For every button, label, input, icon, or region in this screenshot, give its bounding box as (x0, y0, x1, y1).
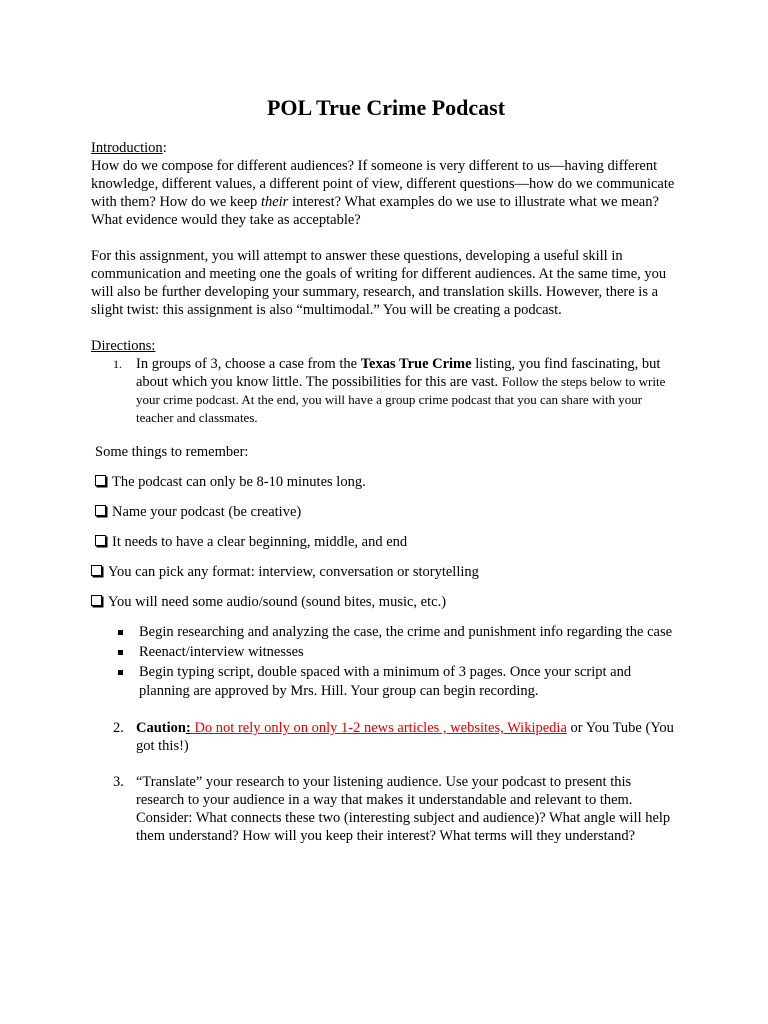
direction-item-1 (91, 355, 681, 427)
list-item (91, 643, 681, 662)
list-item (91, 623, 681, 642)
list-item (91, 663, 681, 701)
document-page (91, 94, 681, 863)
direction-item-2-text: or You Tube (You got this!) (136, 720, 674, 754)
bullet-list (91, 623, 681, 701)
square-bullet-icon (118, 630, 123, 635)
list-item-text: Reenact/interview witnesses (139, 644, 304, 660)
introduction-label: Introduction (91, 140, 163, 156)
direction-item-3-number: 3. (113, 774, 124, 790)
checklist-item-label: Name your podcast (be creative) (112, 504, 302, 520)
remember-title: Some things to remember: (95, 444, 249, 460)
checkbox-icon (91, 565, 102, 576)
checklist-item (95, 533, 681, 551)
direction-item-1-small: Follow the steps below to write your crime podcast. At the end, you will have a group crime podcast that you can share with your teacher and classmates. (136, 374, 666, 425)
intro-p1-emphasis: their (260, 194, 289, 210)
checkbox-icon (95, 505, 106, 516)
checklist-item-label: The podcast can only be 8-10 minutes long. (112, 474, 366, 490)
intro-p1-text-a: How do we compose for different audiences? If someone is very different to us—having different knowledge, different values, a different point of view, different questions—how do we communicate with them? How do we keep (91, 158, 675, 210)
checklist-item-label: You can pick any format: interview, conversation or storytelling (108, 564, 479, 580)
introduction-heading (91, 139, 681, 157)
checkbox-icon (95, 475, 106, 486)
checklist-item (95, 503, 681, 521)
checkbox-icon (91, 595, 102, 606)
checklist-item-label: You will need some audio/sound (sound bites, music, etc.) (108, 594, 447, 610)
checklist-item (91, 563, 681, 581)
caution-label: Caution (136, 720, 186, 736)
direction-item-1-bold: Texas True Crime (360, 356, 472, 372)
intro-paragraph-2: For this assignment, you will attempt to answer these questions, developing a useful skill in communication and meeting one the goals of writing for different audiences. At the same time, you will also be further developing your summary, research, and translation skills. However, there is a slight twist: this assignment is also “multimodal.” You will be creating a podcast. (91, 248, 667, 318)
direction-item-1-number: 1. (113, 357, 122, 371)
caution-colon: : (185, 720, 191, 736)
square-bullet-icon (118, 670, 123, 675)
intro-p1-text-b: interest? What examples do we use to illustrate what we mean? What evidence would they take as acceptable? (91, 194, 659, 228)
list-item-text: Begin researching and analyzing the case, the crime and punishment info regarding the case (139, 624, 673, 640)
direction-item-1-text-a: In groups of 3, choose a case from the (136, 356, 361, 372)
directions-heading: Directions: (91, 338, 156, 354)
document-title: POL True Crime Podcast (266, 95, 506, 120)
square-bullet-icon (118, 650, 123, 655)
direction-item-2 (91, 719, 681, 755)
direction-item-3-text: “Translate” your research to your listening audience. Use your podcast to present this research to your audience in a way that makes it understandable and relevant to them. Consider: What connects these two (interesting subject and audience)? What angle will help them understand? How will you keep their interest? What terms will they understand? (136, 774, 671, 844)
direction-item-2-number: 2. (113, 720, 124, 736)
checkbox-icon (95, 535, 106, 546)
direction-item-3 (91, 773, 681, 845)
intro-paragraph-1 (91, 157, 681, 229)
checklist-item-label: It needs to have a clear beginning, middle, and end (112, 534, 408, 550)
caution-warning-text: Do not rely only on only 1-2 news articles , websites, Wikipedia (190, 720, 567, 736)
direction-item-1-text-b: listing, you find fascinating, but about which you know little. The possibilities for this are vast. (136, 356, 661, 390)
checklist-item (95, 473, 681, 491)
list-item-text: Begin typing script, double spaced with a minimum of 3 pages. Once your script and planning are approved by Mrs. Hill. Your group can begin recording. (139, 664, 632, 699)
checklist (91, 473, 681, 611)
checklist-item (91, 593, 681, 611)
introduction-colon: : (162, 140, 167, 156)
